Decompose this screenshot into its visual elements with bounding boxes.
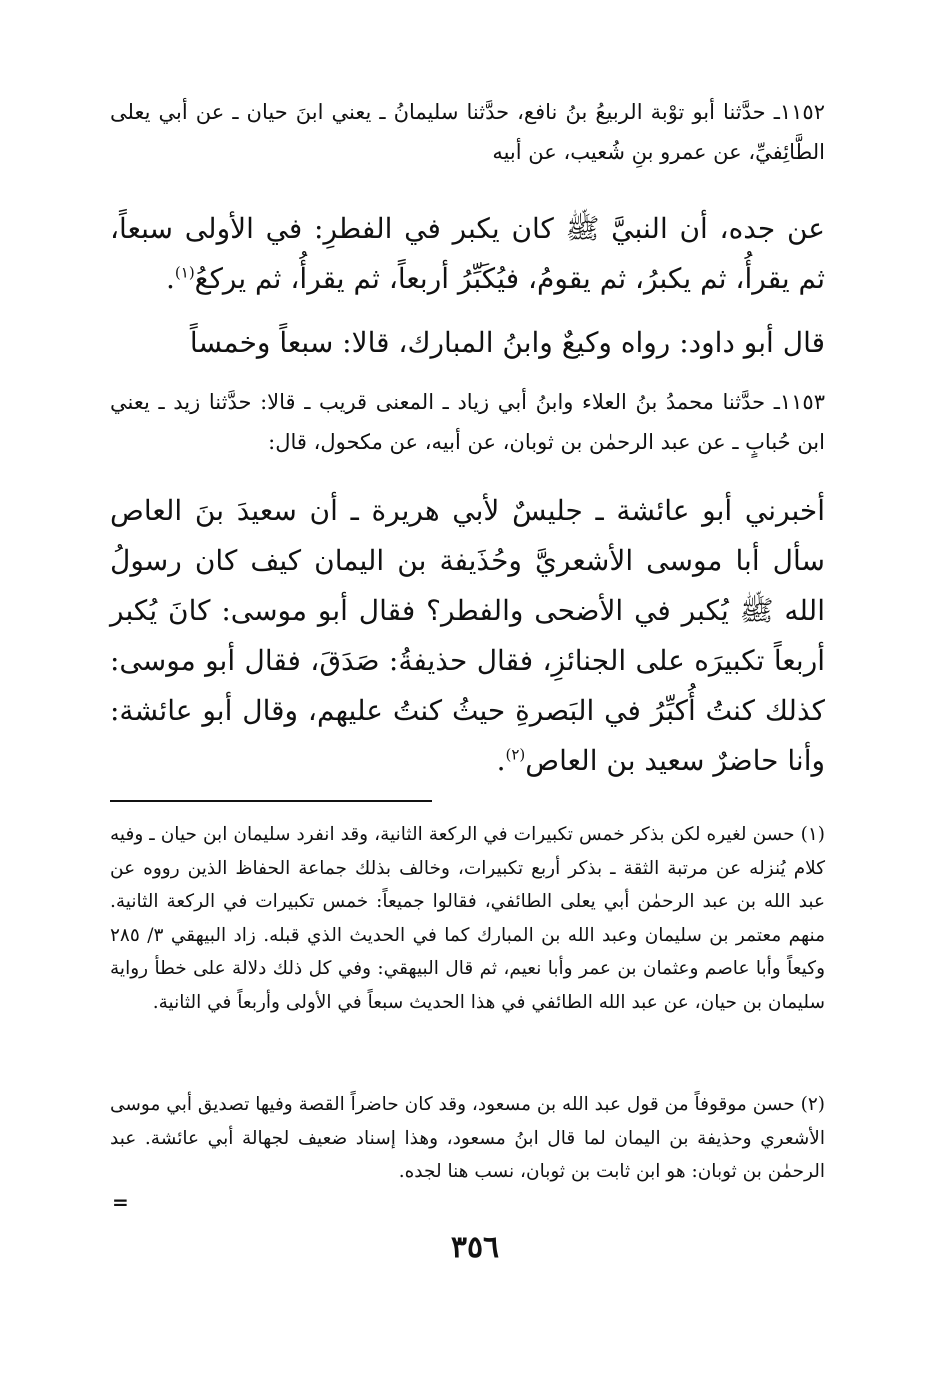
hadith-1152-end: . (165, 262, 175, 295)
footnote-2: (٢) حسن موقوفاً من قول عبد الله بن مسعود، وقد كان حاضراً القصة وفيها تصديق أبي موسى الأشعري وحذيفة بن اليمان لما قال ابنُ مسعود، وهذا إسناد ضعيف لجهالة أبي عائشة. عبد الرحمٰن بن ثوبان: هو ابن ثابت بن ثوبان، نسب هنا لجده. (110, 1094, 825, 1182)
continuation-mark: = (112, 1190, 129, 1214)
hadith-1153-end: . (496, 744, 506, 777)
abu-dawud-comment: قال أبو داود: رواه وكيعٌ وابنُ المبارك، قالا: سبعاً وخمساً (189, 326, 825, 359)
footnote-divider (110, 800, 432, 802)
hadith-1153-chain: ١١٥٣ـ حدَّثنا محمدُ بنُ العلاء وابنُ أبي زياد ـ المعنى قريب ـ قالا: حدَّثنا زيد ـ يعني ابن حُبابٍ ـ عن عبد الرحمٰن بن ثوبان، عن أبيه، عن مكحول، قال: (110, 390, 825, 454)
page-number: ٣٥٦ (450, 1230, 500, 1265)
footnote-ref-1: (١) (174, 263, 195, 282)
hadith-1152-chain: ١١٥٢ـ حدَّثنا أبو توْبة الربيعُ بنُ نافع، حدَّثنا سليمانُ ـ يعني ابنَ حيان ـ عن أبي يعلى الطَّائِفيِّ، عن عمرو بنِ شُعيب، عن أبيه (110, 100, 825, 164)
footnote-ref-2: (٢) (505, 745, 526, 764)
hadith-1153-text (110, 486, 825, 786)
hadith-1152-matn: عن جده، أن النبيَّ ﷺ كان يكبر في الفطرِ: في الأولى سبعاً، ثم يقرأُ، ثم يكبرُ، ثم يقومُ، فيُكَبِّرُ أربعاً، ثم يقرأُ، ثم يركعُ (110, 212, 825, 295)
hadith-1153-matn: أخبرني أبو عائشة ـ جليسٌ لأبي هريرة ـ أن سعيدَ بنَ العاص سأل أبا موسى الأشعريَّ وحُذَيفة بن اليمان كيف كان رسولُ الله ﷺ يُكبر في الأضحى والفطر؟ فقال أبو موسى: كانَ يُكبر أربعاً تكبيرَه على الجنائزِ، فقال حذيفةُ: صَدَقَ، فقال أبو موسى: كذلك كنتُ أُكبِّرُ في البَصرةِ حيثُ كنتُ عليهم، وقال أبو عائشة: وأنا حاضرٌ سعيد بن العاص (110, 494, 825, 777)
hadith-1152-text (110, 204, 825, 304)
footnote-1: (١) حسن لغيره لكن بذكر خمس تكبيرات في الركعة الثانية، وقد انفرد سليمان ابن حيان ـ وفيه كلام يُنزله عن مرتبة الثقة ـ بذكر أربع تكبيرات، وخالف بذلك جماعة الحفاظ الذين رووه عن عبد الله بن عبد الرحمٰن أبي يعلى الطائفي، فقالوا جميعاً: خمس تكبيرات في الركعة الثانية. منهم معتمر بن سليمان وعبد الله بن المبارك كما في الحديث الذي قبله. زاد البيهقي ٣/ ٢٨٥ وكيعاً وأبا عاصم وعثمان بن عمر وأبا نعيم، ثم قال البيهقي: وفي كل ذلك دلالة على خطأ رواية سليمان بن حيان، عن عبد الله الطائفي في هذا الحديث سبعاً في الأولى وأربعاً في الثانية. (110, 824, 825, 1013)
